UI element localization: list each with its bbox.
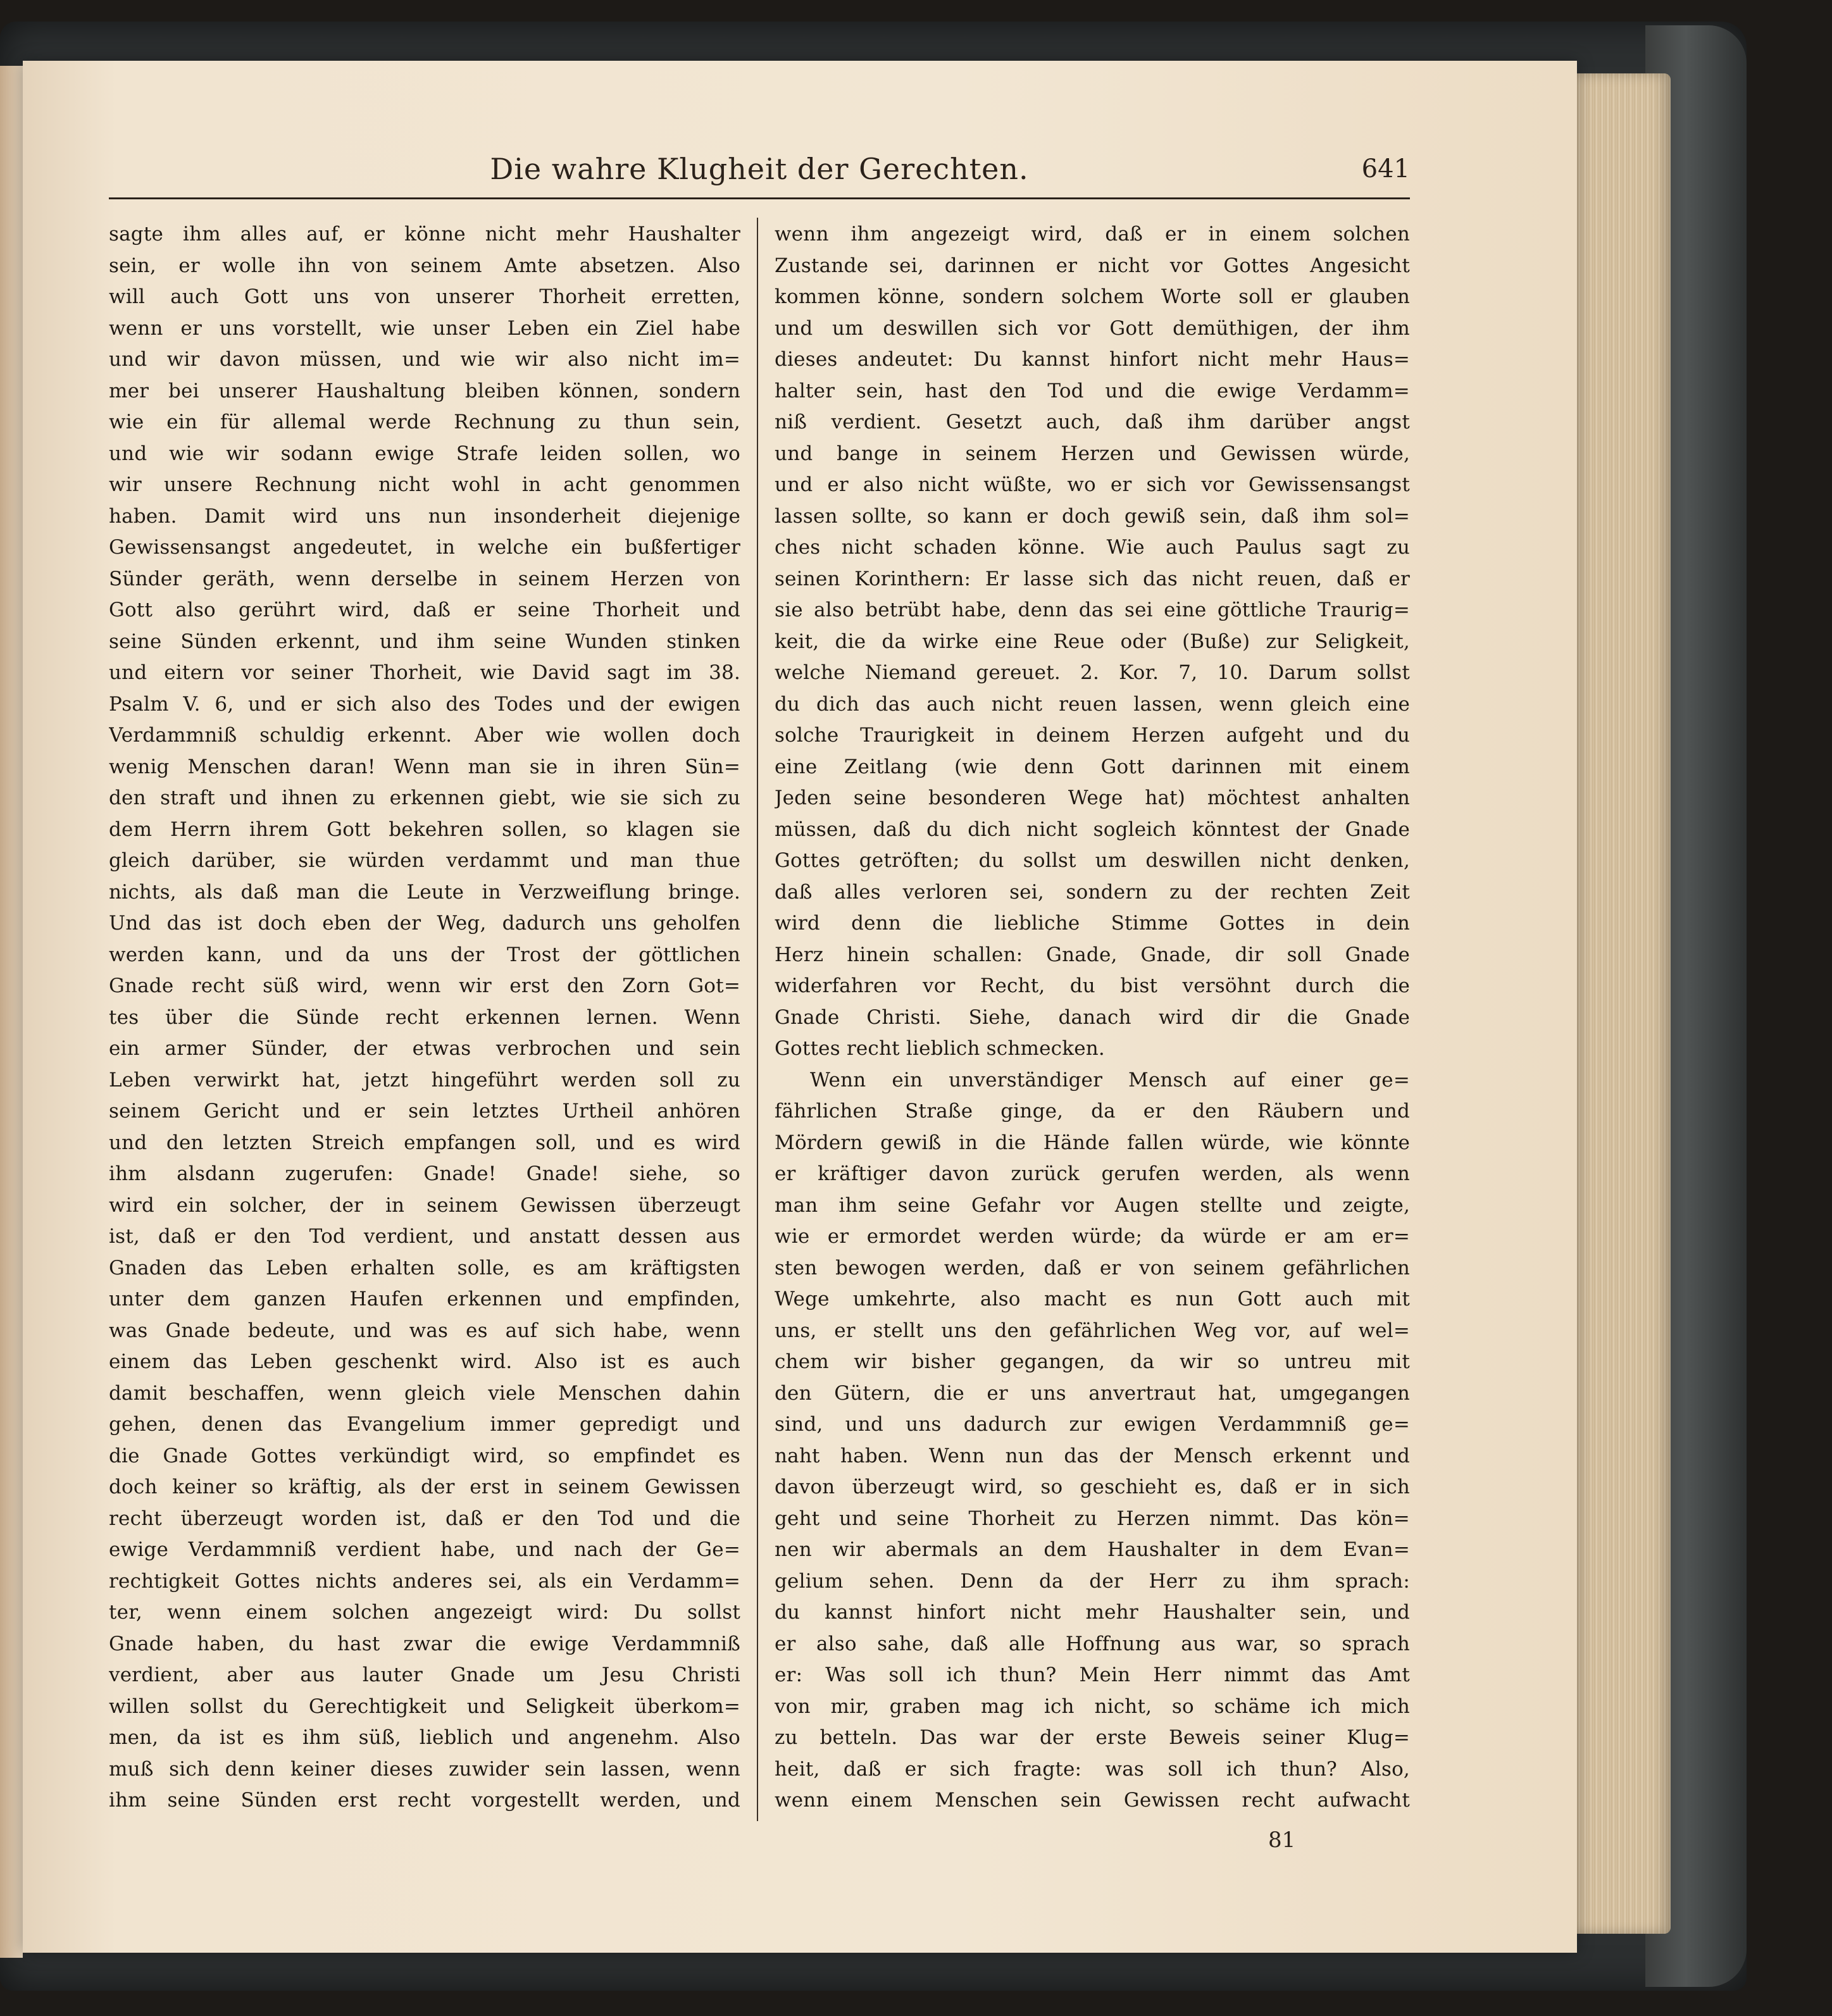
- text-line: fährlichen Straße ginge, da er den Räubern und: [775, 1100, 1410, 1123]
- text-line: und wie wir sodann ewige Strafe leiden sollen, wo: [109, 442, 740, 465]
- text-line: du kannst hinfort nicht mehr Haushalter sein, und: [775, 1601, 1410, 1624]
- text-line: chem wir bisher gegangen, da wir so untreu mit: [775, 1350, 1410, 1373]
- text-line: und den letzten Streich empfangen soll, und es wird: [109, 1131, 740, 1154]
- text-line: Leben verwirkt hat, jetzt hingeführt werden soll zu: [109, 1068, 740, 1092]
- text-line: heit, daß er sich fragte: was soll ich thun? Also,: [775, 1757, 1410, 1781]
- text-line: daß alles verloren sei, sondern zu der rechten Zeit: [775, 880, 1410, 904]
- text-line: geht und seine Thorheit zu Herzen nimmt. Das kön=: [775, 1507, 1410, 1530]
- text-line: ein armer Sünder, der etwas verbrochen und sein: [109, 1037, 740, 1060]
- text-line: sten bewogen werden, daß er von seinem gefährlichen: [775, 1256, 1410, 1279]
- text-line: Wenn ein unverständiger Mensch auf einer ge=: [810, 1068, 1410, 1092]
- text-line: Gnade haben, du hast zwar die ewige Verdammniß: [109, 1632, 740, 1655]
- text-line: unter dem ganzen Haufen erkennen und empfinden,: [109, 1288, 740, 1310]
- page-number: 641: [1361, 154, 1410, 184]
- text-line: gehen, denen das Evangelium immer gepredigt und: [109, 1413, 740, 1436]
- page-block-edges: [1576, 73, 1671, 1934]
- text-line: wie ein für allemal werde Rechnung zu thun sein,: [109, 411, 740, 433]
- text-column-left: [109, 219, 740, 1819]
- text-line: Wege umkehrte, also macht es nun Gott auch mit: [775, 1288, 1410, 1310]
- text-line: wir unsere Rechnung nicht wohl in acht genommen: [109, 473, 740, 496]
- text-line: Mördern gewiß in die Hände fallen würde, wie könnte: [775, 1131, 1410, 1154]
- text-line: uns, er stellt uns den gefährlichen Weg vor, auf wel=: [775, 1319, 1410, 1342]
- text-line: recht überzeugt worden ist, daß er den Tod und die: [109, 1507, 740, 1530]
- text-line: und er also nicht wüßte, wo er sich vor Gewissensangst: [775, 473, 1410, 496]
- text-line: ihm seine Sünden erst recht vorgestellt werden, und: [109, 1789, 740, 1812]
- text-line: was Gnade bedeute, und was es auf sich habe, wenn: [109, 1319, 740, 1342]
- text-line: Gewissensangst angedeutet, in welche ein bußfertiger: [109, 536, 740, 559]
- page-header: [109, 148, 1410, 192]
- text-line: lassen sollte, so kann er doch gewiß sein, daß ihm sol=: [775, 504, 1410, 528]
- text-line: seinem Gericht und er sein letztes Urtheil anhören: [109, 1100, 740, 1123]
- text-line: er kräftiger davon zurück gerufen werden, als wenn: [775, 1162, 1410, 1185]
- text-line: man ihm seine Gefahr vor Augen stellte und zeigte,: [775, 1193, 1410, 1217]
- text-line: muß sich denn keiner dieses zuwider sein lassen, wenn: [109, 1757, 740, 1781]
- text-line: rechtigkeit Gottes nichts anderes sei, als ein Verdamm=: [109, 1569, 740, 1593]
- text-line: verdient, aber aus lauter Gnade um Jesu Christi: [109, 1664, 740, 1686]
- text-line: ewige Verdammniß verdient habe, und nach der Ge=: [109, 1538, 740, 1561]
- text-line: den Gütern, die er uns anvertraut hat, umgegangen: [775, 1381, 1410, 1405]
- text-line: und eitern vor seiner Thorheit, wie David sagt im 38.: [109, 661, 740, 684]
- text-line: ches nicht schaden könne. Wie auch Paulus sagt zu: [775, 536, 1410, 559]
- text-line: Gnaden das Leben erhalten solle, es am kräftigsten: [109, 1256, 740, 1279]
- text-line: Jeden seine besonderen Wege hat) möchtest anhalten: [775, 787, 1410, 809]
- text-line: halter sein, hast den Tod und die ewige Verdamm=: [775, 379, 1410, 402]
- text-line: zu betteln. Das war der erste Beweis seiner Klug=: [775, 1726, 1410, 1749]
- text-line: Sünder geräth, wenn derselbe in seinem Herzen von: [109, 567, 740, 590]
- text-line: einem das Leben geschenkt wird. Also ist es auch: [109, 1350, 740, 1373]
- facing-page-edge: [0, 66, 23, 1958]
- text-line: sein, er wolle ihn von seinem Amte absetzen. Also: [109, 254, 740, 277]
- text-line: will auch Gott uns von unserer Thorheit erretten,: [109, 285, 740, 308]
- text-line: dem Herrn ihrem Gott bekehren sollen, so klagen sie: [109, 818, 740, 841]
- text-line: Gottes getröften; du sollst um deswillen nicht denken,: [775, 849, 1410, 872]
- text-line: men, da ist es ihm süß, lieblich und angenehm. Also: [109, 1726, 740, 1749]
- text-line: wird ein solcher, der in seinem Gewissen überzeugt: [109, 1193, 740, 1217]
- text-line: wenn ihm angezeigt wird, daß er in einem solchen: [775, 223, 1410, 246]
- signature-mark: 81: [1268, 1827, 1296, 1853]
- text-line: Gott also gerührt wird, daß er seine Thorheit und: [109, 599, 740, 621]
- text-line: dieses andeutet: Du kannst hinfort nicht mehr Haus=: [775, 348, 1410, 371]
- text-line: du dich das auch nicht reuen lassen, wenn gleich eine: [775, 692, 1410, 716]
- text-line: die Gnade Gottes verkündigt wird, so empfindet es: [109, 1444, 740, 1467]
- column-divider: [757, 218, 758, 1821]
- text-line: wenig Menschen daran! Wenn man sie in ihren Sün=: [109, 755, 740, 778]
- text-line: er: Was soll ich thun? Mein Herr nimmt das Amt: [775, 1664, 1410, 1686]
- text-line: und wir davon müssen, und wie wir also nicht im=: [109, 348, 740, 371]
- text-line: wenn er uns vorstellt, wie unser Leben ein Ziel habe: [109, 316, 740, 340]
- text-line: willen sollst du Gerechtigkeit und Seligkeit überkom=: [109, 1695, 740, 1718]
- text-line: niß verdient. Gesetzt auch, daß ihm darüber angst: [775, 411, 1410, 433]
- text-column-right: [775, 219, 1410, 1819]
- text-line: seine Sünden erkennt, und ihm seine Wunden stinken: [109, 630, 740, 653]
- text-line: kommen könne, sondern solchem Worte soll er glauben: [775, 285, 1410, 308]
- text-line: wenn einem Menschen sein Gewissen recht aufwacht: [775, 1789, 1410, 1812]
- text-line: gelium sehen. Denn da der Herr zu ihm sprach:: [775, 1569, 1410, 1593]
- text-line: sind, und uns dadurch zur ewigen Verdammniß ge=: [775, 1413, 1410, 1436]
- text-line: gleich darüber, sie würden verdammt und man thue: [109, 849, 740, 872]
- text-line: widerfahren vor Recht, du bist versöhnt durch die: [775, 974, 1410, 997]
- text-line: Verdammniß schuldig erkennt. Aber wie wollen doch: [109, 724, 740, 747]
- text-line: welche Niemand gereuet. 2. Kor. 7, 10. Darum sollst: [775, 661, 1410, 684]
- text-line: damit beschaffen, wenn gleich viele Menschen dahin: [109, 1381, 740, 1405]
- text-line: Gottes recht lieblich schmecken.: [775, 1037, 1105, 1060]
- text-line: Herz hinein schallen: Gnade, Gnade, dir soll Gnade: [775, 943, 1410, 966]
- text-line: naht haben. Wenn nun das der Mensch erkennt und: [775, 1444, 1410, 1467]
- text-line: wie er ermordet werden würde; da würde er am er=: [775, 1225, 1410, 1248]
- text-line: tes über die Sünde recht erkennen lernen. Wenn: [109, 1005, 740, 1029]
- text-line: müssen, daß du dich nicht sogleich könntest der Gnade: [775, 818, 1410, 841]
- text-line: haben. Damit wird uns nun insonderheit diejenige: [109, 504, 740, 528]
- text-line: den straft und ihnen zu erkennen giebt, wie sie sich zu: [109, 787, 740, 809]
- text-line: sagte ihm alles auf, er könne nicht mehr Haushalter: [109, 223, 740, 246]
- text-line: nichts, als daß man die Leute in Verzweiflung bringe.: [109, 880, 740, 904]
- running-title: Die wahre Klugheit der Gerechten.: [490, 152, 1029, 186]
- text-line: Zustande sei, darinnen er nicht vor Gottes Angesicht: [775, 254, 1410, 277]
- text-line: seinen Korinthern: Er lasse sich das nicht reuen, daß er: [775, 567, 1410, 590]
- text-line: davon überzeugt wird, so geschieht es, daß er in sich: [775, 1476, 1410, 1498]
- text-line: Und das ist doch eben der Weg, dadurch uns geholfen: [109, 912, 740, 935]
- text-line: von mir, graben mag ich nicht, so schäme ich mich: [775, 1695, 1410, 1718]
- text-line: werden kann, und da uns der Trost der göttlichen: [109, 943, 740, 966]
- text-line: sie also betrübt habe, denn das sei eine göttliche Traurig=: [775, 599, 1410, 621]
- text-line: Psalm V. 6, und er sich also des Todes und der ewigen: [109, 692, 740, 716]
- text-line: wird denn die liebliche Stimme Gottes in dein: [775, 912, 1410, 935]
- header-rule: [109, 197, 1410, 199]
- text-line: er also sahe, daß alle Hoffnung aus war, so sprach: [775, 1632, 1410, 1655]
- text-line: doch keiner so kräftig, als der erst in seinem Gewissen: [109, 1476, 740, 1498]
- text-line: mer bei unserer Haushaltung bleiben können, sondern: [109, 379, 740, 402]
- text-line: Gnade recht süß wird, wenn wir erst den Zorn Got=: [109, 974, 740, 997]
- text-line: Gnade Christi. Siehe, danach wird dir die Gnade: [775, 1005, 1410, 1029]
- text-line: und um deswillen sich vor Gott demüthigen, der ihm: [775, 316, 1410, 340]
- text-line: und bange in seinem Herzen und Gewissen würde,: [775, 442, 1410, 465]
- text-line: ist, daß er den Tod verdient, und anstatt dessen aus: [109, 1225, 740, 1248]
- text-line: ihm alsdann zugerufen: Gnade! Gnade! siehe, so: [109, 1162, 740, 1185]
- text-line: keit, die da wirke eine Reue oder (Buße) zur Seligkeit,: [775, 630, 1410, 653]
- text-line: eine Zeitlang (wie denn Gott darinnen mit einem: [775, 755, 1410, 778]
- text-line: nen wir abermals an dem Haushalter in dem Evan=: [775, 1538, 1410, 1561]
- text-line: solche Traurigkeit in deinem Herzen aufgeht und du: [775, 724, 1410, 747]
- text-line: ter, wenn einem solchen angezeigt wird: Du sollst: [109, 1601, 740, 1624]
